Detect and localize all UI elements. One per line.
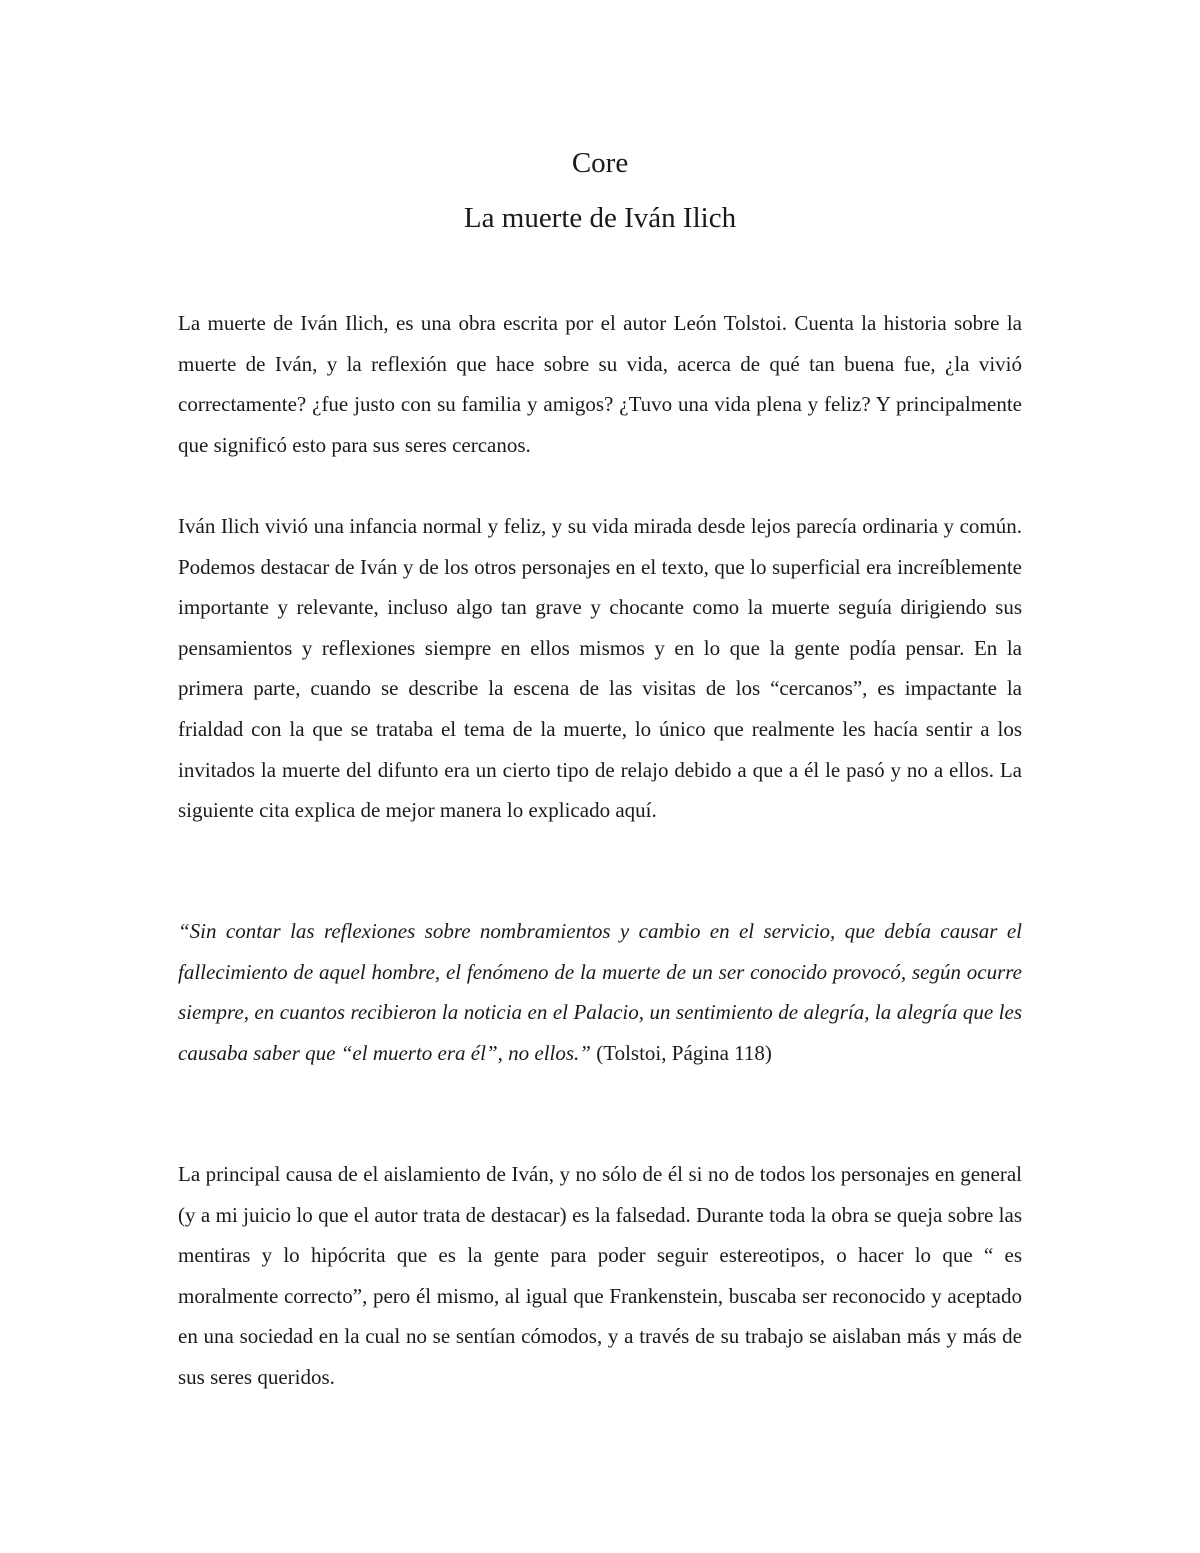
document-title: Core [571,147,629,179]
paragraph-falsehood: La principal causa de el aislamiento de Iván, y no sólo de él si no de todos los personajes en general (y a mi juicio lo que el autor trata de destacar) es la falsedad. Durante toda la obra se queja sobre las mentiras y lo hipócrita que es la gente para poder seguir estereotipos, o hacer lo que “ es moralmente correcto”, pero él mismo, al igual que Frankenstein, buscaba ser reconocido y aceptado en una sociedad en la cual no se sentían cómodos, y a través de su trabajo se aislaban más y más de sus seres queridos. [178,1162,1022,1389]
block-quote [178,911,1022,1073]
quote-citation: (Tolstoi, Página 118) [590,1040,772,1065]
document-subtitle: La muerte de Iván Ilich [463,202,737,234]
paragraph-introduction: La muerte de Iván Ilich, es una obra escrita por el autor León Tolstoi. Cuenta la historia sobre la muerte de Iván, y la reflexión que hace sobre su vida, acerca de qué tan buena fue, ¿la vivió correctamente? ¿fue justo con su familia y amigos? ¿Tuvo una vida plena y feliz? Y principalmente que significó esto para sus seres cercanos. [178,311,1022,457]
paragraph-superficiality: Iván Ilich vivió una infancia normal y feliz, y su vida mirada desde lejos parecía ordinaria y común. Podemos destacar de Iván y de los otros personajes en el texto, que lo superficial era increíblemente importante y relevante, incluso algo tan grave y chocante como la muerte seguía dirigiendo sus pensamientos y reflexiones siempre en ellos mismos y en lo que la gente podía pensar. En la primera parte, cuando se describe la escena de las visitas de los “cercanos”, es impactante la frialdad con la que se trataba el tema de la muerte, lo único que realmente les hacía sentir a los invitados la muerte del difunto era un cierto tipo de relajo debido a que a él le pasó y no a ellos. La siguiente cita explica de mejor manera lo explicado aquí. [178,514,1022,823]
quote-text: “Sin contar las reflexiones sobre nombramientos y cambio en el servicio, que debía causar el fallecimiento de aquel hombre, el fenómeno de la muerte de un ser conocido provocó, según ocurre siempre, en cuantos recibieron la noticia en el Palacio, un sentimiento de alegría, la alegría que les causaba saber que “el muerto era él”, no ellos.” [178,919,1022,1065]
